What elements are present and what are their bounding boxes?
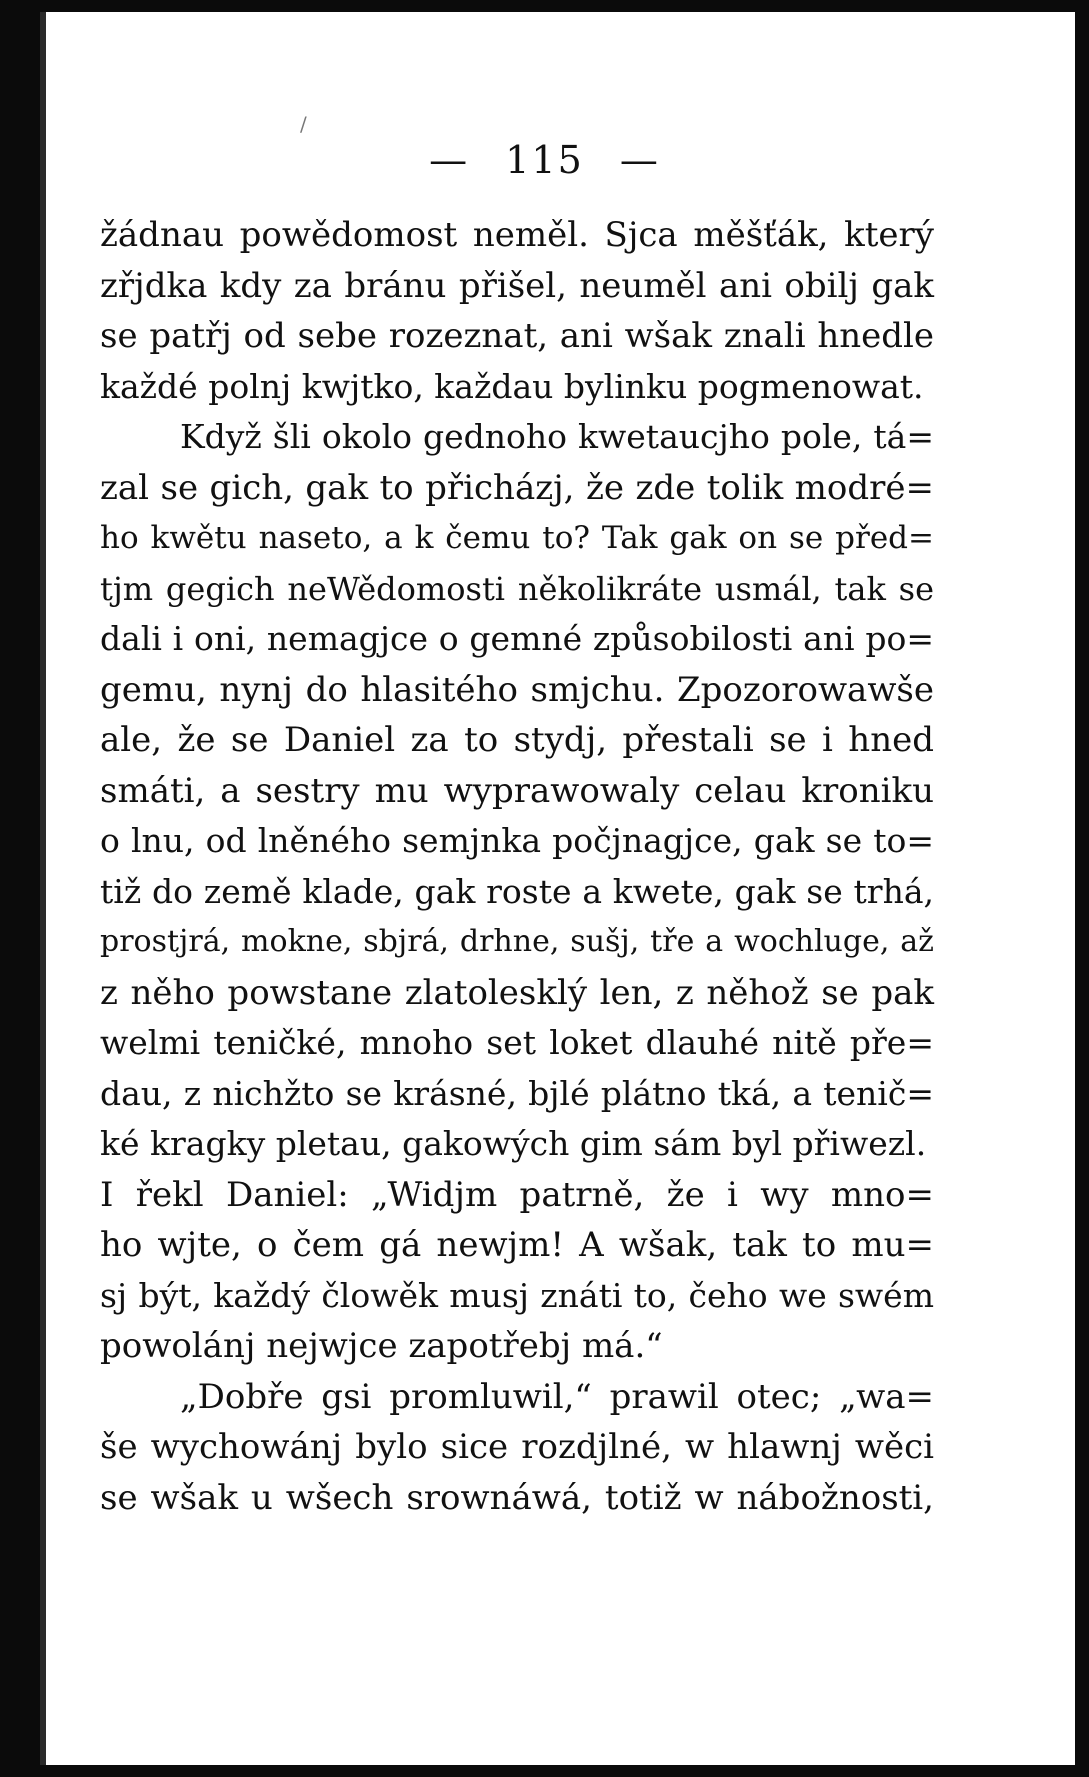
text-line: ho wjte, o čem gá newjm! A wšak, tak to mu= — [100, 1225, 934, 1265]
binding-edge — [40, 12, 50, 1765]
text-line: I řekl Daniel: „Widjm patrně, že i wy mno= — [100, 1174, 934, 1215]
text-line: žádnau powědomost neměl. Sjca měšťák, který — [100, 215, 934, 255]
body-text — [100, 210, 934, 1523]
text-line: ké kragky pletau, gakowých gim sám byl přiwezl. — [100, 1124, 927, 1163]
text-line: tiž do země klade, gak roste a kwete, gak se trhá, — [100, 871, 934, 911]
text-line: „Dobře gsi promluwil,“ prawil otec; „wa= — [180, 1376, 934, 1417]
page-number: 115 — [505, 138, 584, 182]
text-line: smáti, a sestry mu wyprawowaly celau kroniku — [100, 770, 934, 811]
dash-left: — — [429, 138, 470, 182]
text-line: dau, z nichžto se krásné, bjlé plátno tká, a tenič= — [100, 1073, 934, 1113]
text-line: zal se gich, gak to přicházj, že zde tolik modré= — [100, 467, 934, 508]
text-line: o lnu, od lněného semjnka počjnagjce, gak se to= — [100, 821, 934, 860]
text-line: tjm gegich neWědomosti několikráte usmál, tak se — [100, 569, 934, 608]
text-line: prostjrá, mokne, sbjrá, drhne, sušj, tře a wochluge, až — [100, 924, 934, 959]
stray-mark: / — [300, 112, 307, 136]
text-line: každé polnj kwjtko, každau bylinku pogmenowat. — [100, 366, 924, 406]
text-line: ale, že se Daniel za to stydj, přestali se i hned — [100, 720, 934, 760]
dash-right: — — [619, 138, 660, 182]
text-line: welmi teničké, mnoho set loket dlauhé nitě pře= — [100, 1023, 934, 1062]
text-line: Když šli okolo gednoho kwetaucjho pole, tá= — [180, 417, 934, 456]
text-line: zřjdka kdy za bránu přišel, neuměl ani obilj gak — [100, 265, 934, 306]
text-line: ho kwětu naseto, a k čemu to? Tak gak on se před= — [100, 520, 934, 556]
page-header — [0, 138, 1089, 182]
text-line: sj být, každý člowěk musj znáti to, čeho we swém — [100, 1275, 934, 1315]
text-line: z něho powstane zlatolesklý len, z něhož se pak — [100, 972, 934, 1013]
text-line: še wychowánj bylo sice rozdjlné, w hlawnj wěci — [100, 1427, 934, 1467]
text-line: gemu, nynj do hlasitého smjchu. Zpozorowawše — [100, 669, 934, 710]
text-line: se patřj od sebe rozeznat, ani wšak znali hnedle — [100, 316, 934, 356]
text-line: dali i oni, nemagjce o gemné způsobilosti ani po= — [100, 619, 934, 658]
text-line: powolánj nejwjce zapotřebj má.“ — [100, 1326, 663, 1366]
text-line: se wšak u wšech srownáwá, totiž w nábožnosti, — [100, 1477, 934, 1518]
